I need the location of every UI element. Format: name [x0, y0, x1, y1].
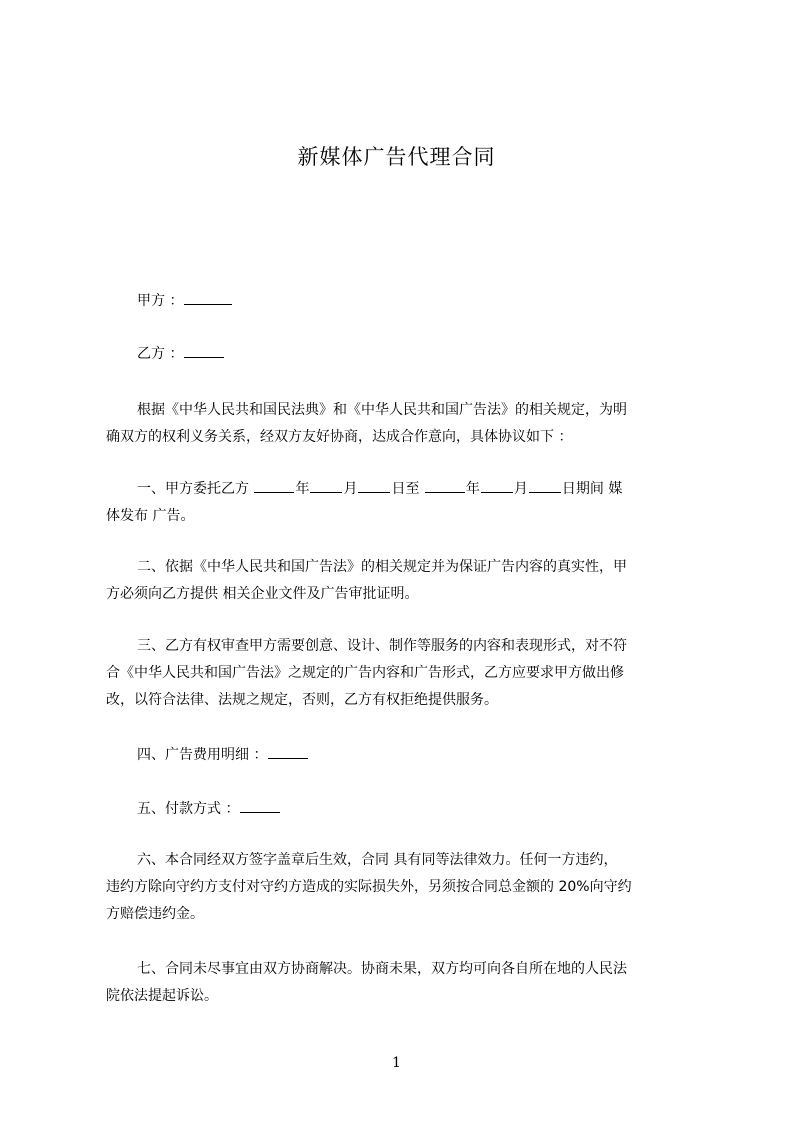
start-year-blank	[254, 478, 294, 493]
clause-5-label: 五、付款方式 ：	[137, 801, 240, 817]
clause-2-line-1: 二、依据《中华人民共和国广告法》的相关规定并为保证广告内容的真实性，甲	[137, 559, 627, 575]
clause-3-line-3: 改，以符合法律、法规之规定，否则，乙方有权拒绝提供服务。	[106, 692, 498, 708]
clause-6-line-3: 方赔偿违约金。	[106, 906, 204, 922]
fee-detail-blank	[268, 744, 308, 759]
start-day-blank	[358, 478, 390, 493]
clause-4-line	[106, 741, 732, 769]
party-b-blank	[184, 343, 224, 358]
party-b-line	[106, 340, 732, 368]
clause-6-line-1: 六、本合同经双方签字盖章后生效，合同 具有同等法律效力。任何一方违约，	[137, 852, 618, 868]
party-a-line	[106, 287, 732, 315]
clause-1-line-1	[106, 475, 732, 503]
end-year-blank	[425, 478, 465, 493]
intro-line-1: 根据《中华人民共和国民法典》和《中华人民共和国广告法》的相关规定，为明	[137, 402, 627, 418]
start-month-blank	[310, 478, 342, 493]
end-day-label: 日期间 媒	[561, 481, 623, 497]
clause-7-line-1: 七、合同未尽事宜由双方协商解决。协商未果，双方均可向各自所在地的人民法	[137, 961, 627, 977]
end-year-label: 年	[465, 481, 480, 497]
page-number: 1	[392, 1055, 401, 1071]
document-title: 新媒体广告代理合同	[297, 145, 496, 169]
clause-3-line-1: 三、乙方有权审查甲方需要创意、设计、制作等服务的内容和表现形式，对不符	[137, 638, 627, 654]
clause-4-label: 四、广告费用明细 ：	[137, 747, 268, 763]
end-month-blank	[481, 478, 513, 493]
clause-2-line-2: 方必须向乙方提供 相关企业文件及广告审批证明。	[106, 586, 419, 602]
clause-6-line-2: 违约方除向守约方支付对守约方造成的实际损失外，另须按合同总金额的 20%向守约	[106, 879, 632, 895]
clause-3-line-2: 合《中华人民共和国广告法》之规定的广告内容和广告形式，乙方应要求甲方做出修	[106, 665, 624, 681]
end-month-label: 月	[513, 481, 528, 497]
start-day-label: 日至	[391, 481, 420, 497]
payment-method-blank	[240, 798, 280, 813]
party-b-label: 乙方 ：	[137, 346, 184, 362]
start-month-label: 月	[343, 481, 358, 497]
clause-1-line-2: 体发布 广告。	[106, 508, 195, 524]
party-a-label: 甲方 ：	[137, 293, 184, 309]
clause-7-line-2: 院依法提起诉讼。	[106, 988, 218, 1004]
end-day-blank	[529, 478, 561, 493]
clause-1-prefix: 一、甲方委托乙方	[137, 481, 249, 497]
start-year-label: 年	[295, 481, 310, 497]
intro-line-2: 确双方的权利义务关系，经双方友好协商，达成合作意向，具体协议如下 ：	[106, 429, 573, 445]
party-a-blank	[184, 290, 232, 305]
clause-5-line	[106, 795, 732, 823]
